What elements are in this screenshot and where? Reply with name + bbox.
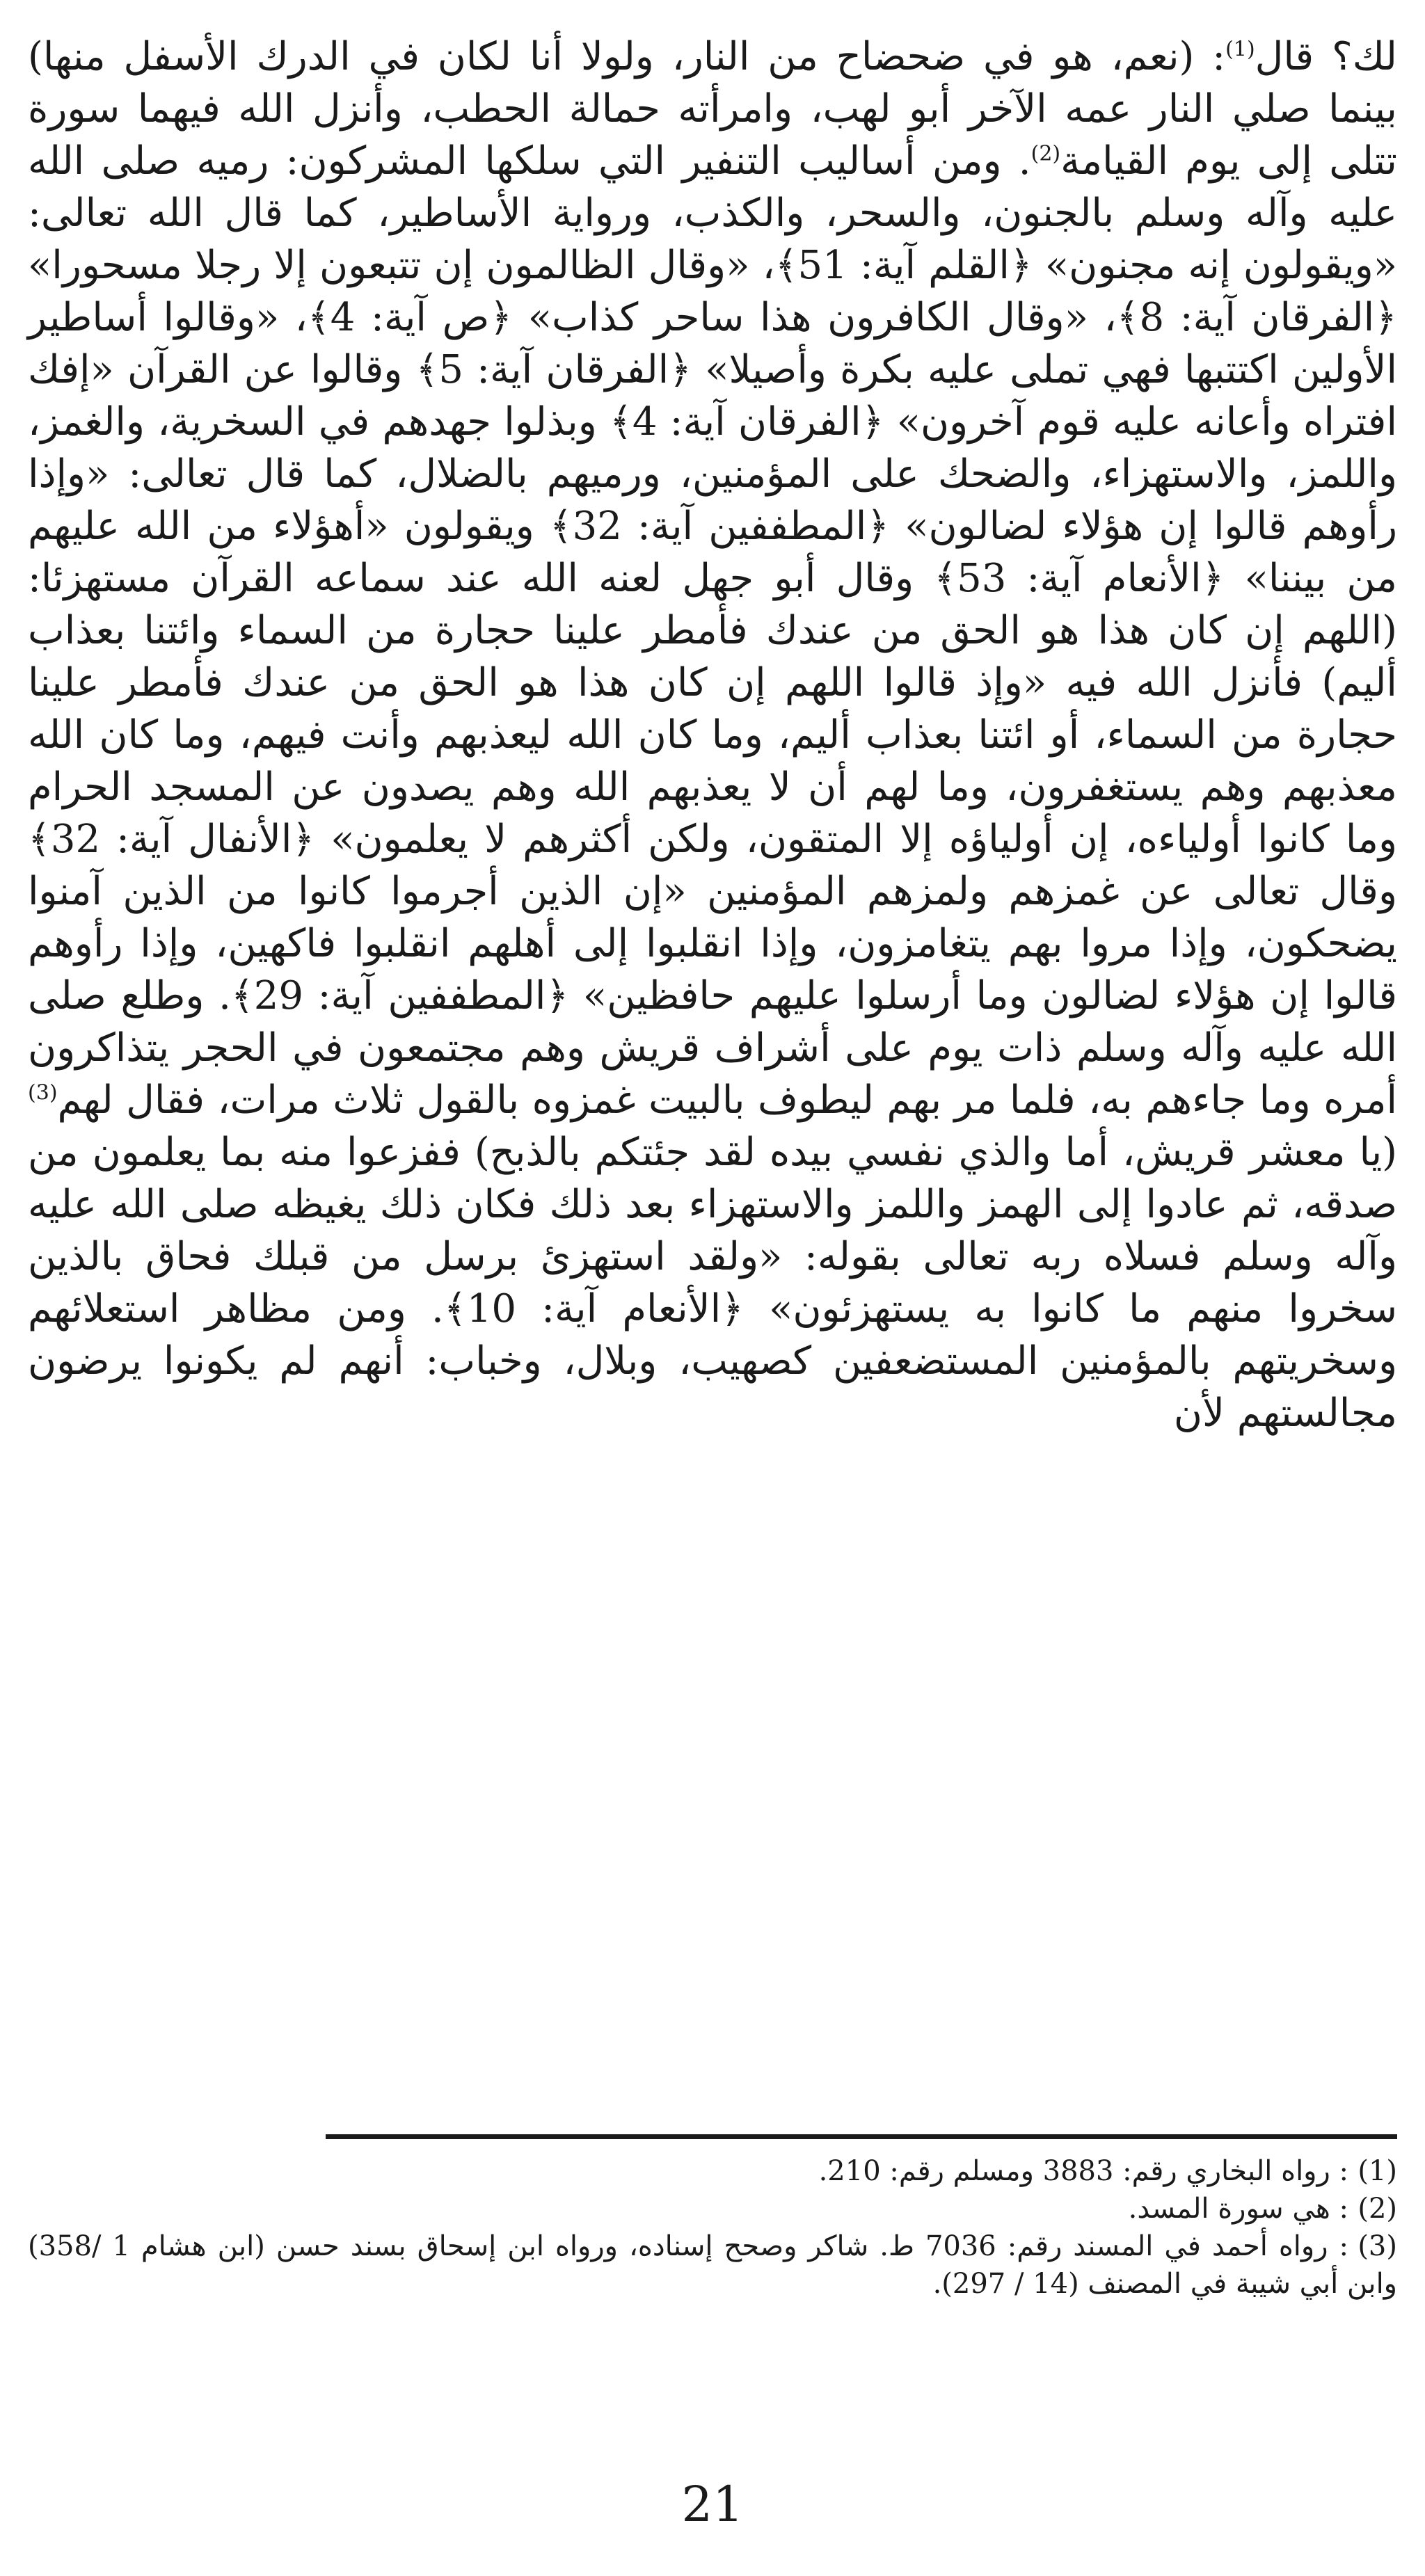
footnote-number: (1) [1358,2155,1397,2187]
footnote-separator [326,2134,1397,2139]
footnote-number: (2) [1358,2193,1397,2225]
main-paragraph [28,31,1397,1439]
body-segment-2: : (نعم، هو في ضحضاح من النار، ولولا أنا لكان في الدرك الأسفل منها) بينما صلي النار عمه الآخر أبو لهب، وامرأته حمالة الحطب، وأنزل الله فيهما سورة تتلى إلى يوم القيامة [28,34,1398,184]
footnote-number: (3) [1358,2230,1397,2262]
page-number: 21 [681,2476,744,2533]
footnote-text: : رواه أحمد في المسند رقم: 7036 ط. شاكر وصحح إسناده، ورواه ابن إسحاق بسند حسن (ابن هشام 1 /358) وابن أبي شيبة في المصنف (14 / 297). [28,2230,1397,2300]
body-segment-3: . ومن أساليب التنفير التي سلكها المشركون: رميه صلى الله عليه وآله وسلم بالجنون، والسحر، والكذب، ورواية الأساطير، كما قال الله تعالى: «ويقولون إنه مجنون» ﴿القلم آية: 51﴾، «وقال الظالمون إن تتبعون إلا رجلا مسحورا» ﴿الفرقان آية: 8﴾، «وقال الكافرون هذا ساحر كذاب» ﴿ص آية: 4﴾، «وقالوا أساطير الأولين اكتتبها فهي تملى عليه بكرة وأصيلا» ﴿الفرقان آية: 5﴾ وقالوا عن القرآن «إفك افتراه وأعانه عليه قوم آخرون» ﴿الفرقان آية: 4﴾ وبذلوا جهدهم في السخرية، والغمز، واللمز، والاستهزاء، والضحك على المؤمنين، ورميهم بالضلال، كما قال تعالى: «وإذا رأوهم قالوا إن هؤلاء لضالون» ﴿المطففين آية: 32﴾ ويقولون «أهؤلاء من الله عليهم من بيننا» ﴿الأنعام آية: 53﴾ وقال أبو جهل لعنه الله عند سماعه القرآن مستهزئا: (اللهم إن كان هذا هو الحق من عندك فأمطر علينا حجارة من السماء وائتنا بعذاب أليم) فأنزل الله فيه «وإذ قالوا اللهم إن كان هذا هو الحق من عندك فأمطر علينا حجارة من السماء، أو ائتنا بعذاب أليم، وما كان الله ليعذبهم وأنت فيهم، وما كان الله معذبهم وهم يستغفرون، وما لهم أن لا يعذبهم الله وهم يصدون عن المسجد الحرام وما كانوا أولياءه، إن أولياؤه إلا المتقون، ولكن أكثرهم لا يعلمون» ﴿الأنفال آية: 32﴾ وقال تعالى عن غمزهم ولمزهم المؤمنين «إن الذين أجرموا كانوا من الذين آمنوا يضحكون، وإذا مروا بهم يتغامزون، وإذا انقلبوا إلى أهلهم انقلبوا فاكهين، وإذا رأوهم قالوا إن هؤلاء لضالون وما أرسلوا عليهم حافظين» ﴿المطففين آية: 29﴾. وطلع صلى الله عليه وآله وسلم ذات يوم على أشراف قريش وهم مجتمعون في الحجر يتذاكرون أمره وما جاءهم به، فلما مر بهم ليطوف بالبيت غمزوه بالقول ثلاث مرات، فقال لهم [28,138,1398,1123]
body-segment-1: لك؟ قال [1255,34,1397,79]
footnote-3 [28,2227,1397,2303]
footnote-ref-3: (3) [28,1080,58,1105]
footnote-2 [28,2190,1397,2227]
footnote-1 [28,2152,1397,2190]
footnote-ref-2: (2) [1030,141,1061,166]
footnotes [28,2152,1397,2303]
footnote-ref-1: (1) [1225,37,1255,62]
footnote-text: : رواه البخاري رقم: 3883 ومسلم رقم: 210. [818,2155,1348,2187]
footnote-text: : هي سورة المسد. [1128,2193,1348,2225]
body-segment-4: (يا معشر قريش، أما والذي نفسي بيده لقد جئتكم بالذبح) ففزعوا منه بما يعلمون من صدقه، ثم عادوا إلى الهمز واللمز والاستهزاء بعد ذلك فكان ذلك يغيظه صلى الله عليه وآله وسلم فسلاه ربه تعالى بقوله: «ولقد استهزئ برسل من قبلك فحاق بالذين سخروا منهم ما كانوا به يستهزئون» ﴿الأنعام آية: 10﴾. ومن مظاهر استعلائهم وسخريتهم بالمؤمنين المستضعفين كصهيب، وبلال، وخباب: أنهم لم يكونوا يرضون مجالستهم لأن [28,1130,1398,1436]
